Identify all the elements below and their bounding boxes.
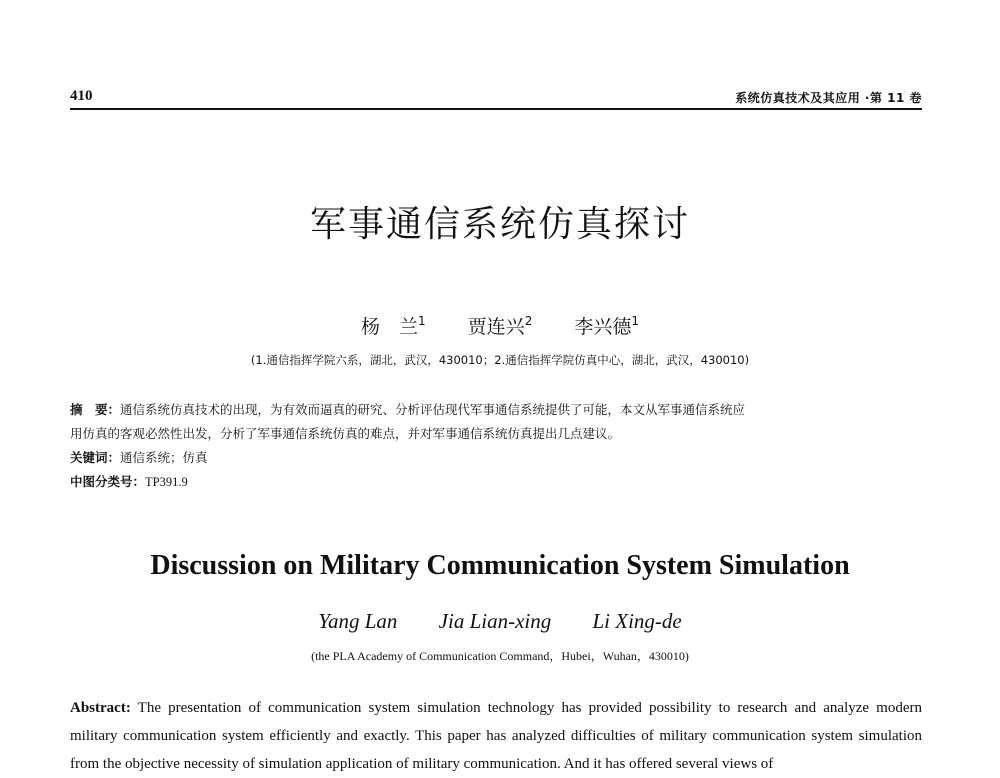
author-affil-mark: 2 — [524, 314, 533, 328]
keywords-line — [70, 446, 922, 470]
chinese-title: 军事通信系统仿真探讨 — [309, 204, 690, 245]
abstract-label: 摘 要： — [70, 402, 121, 417]
chinese-authors — [0, 312, 1000, 339]
english-affiliation: (the PLA Academy of Communication Command，Hubei，Wuhan，430010) — [311, 649, 689, 663]
english-author: Li Xing-de — [592, 609, 682, 633]
classification-code: TP391.9 — [145, 475, 188, 489]
english-abstract-label: Abstract: — [70, 700, 131, 716]
english-abstract-text: The presentation of communication system simulation technology has provided possibility to research and analyze modern military communication system efficiently and exactly. This paper has analyzed difficulties of military communication system simulation from the objective necessity of simulation application of military communication. And it has offered several views of — [70, 700, 922, 772]
author-affil-mark: 1 — [631, 314, 640, 328]
author-name: 贾连兴 — [467, 316, 525, 338]
english-title: Discussion on Military Communication System Simulation — [150, 550, 850, 581]
english-authors — [0, 609, 1000, 634]
chinese-author — [574, 316, 639, 338]
chinese-abstract-line — [70, 398, 922, 422]
chinese-author — [361, 316, 426, 338]
chinese-affiliation: (1.通信指挥学院六系，湖北，武汉，430010；2.通信指挥学院仿真中心，湖北，武汉，430010) — [250, 353, 750, 367]
classification-line — [70, 470, 922, 494]
author-name: 李兴德 — [574, 316, 632, 338]
author-affil-mark: 1 — [417, 314, 426, 328]
english-author: Yang Lan — [318, 609, 398, 633]
page-number: 410 — [70, 88, 93, 104]
classification-label: 中图分类号： — [70, 474, 146, 489]
keywords-text: 通信系统；仿真 — [120, 450, 208, 465]
page-header — [70, 88, 922, 110]
chinese-author — [468, 316, 533, 338]
author-name: 杨 兰 — [360, 316, 418, 338]
abstract-text: 通信系统仿真技术的出现，为有效而逼真的研究、分析评估现代军事通信系统提供了可能，本文从军事通信系统应 — [120, 402, 746, 417]
english-author: Jia Lian-xing — [438, 609, 552, 633]
running-head: 系统仿真技术及其应用 ·第 11 卷 — [735, 91, 922, 105]
keywords-label: 关键词： — [70, 450, 121, 465]
chinese-abstract-block — [70, 398, 922, 494]
english-abstract — [70, 694, 922, 778]
chinese-abstract-line: 用仿真的客观必然性出发，分析了军事通信系统仿真的难点，并对军事通信系统仿真提出几点建议。 — [70, 426, 621, 441]
